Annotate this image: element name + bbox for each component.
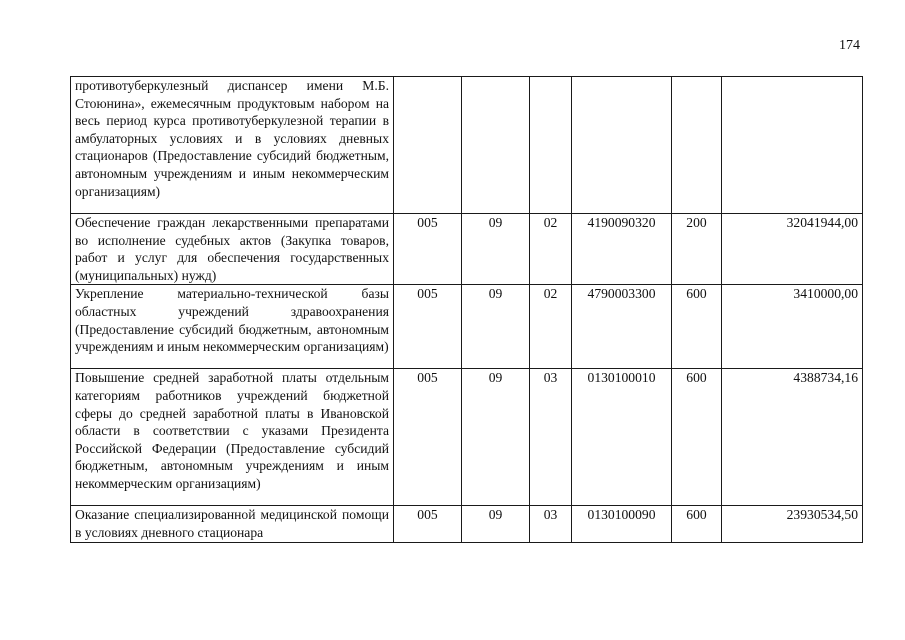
subsection-code-cell: 03 (530, 506, 572, 542)
subsection-code-cell: 03 (530, 369, 572, 506)
amount-cell: 23930534,50 (722, 506, 863, 542)
table-row (71, 369, 863, 506)
target-code-cell: 0130100090 (572, 506, 672, 542)
description-text: Оказание специализированной медицинской помощи в условиях дневного стационара (75, 507, 389, 540)
ministry-code-cell: 005 (394, 506, 462, 542)
section-code-cell (462, 77, 530, 214)
target-code-cell: 4790003300 (572, 285, 672, 369)
subsection-code-cell: 02 (530, 214, 572, 285)
ministry-code-cell: 005 (394, 369, 462, 506)
target-code-cell (572, 77, 672, 214)
description-text: Повышение средней заработной платы отдельным категориям работников учреждений бюджетной сферы до средней заработной платы в Ивановской области в соответствии с указами Президента Российской Федерации (Предоставление субсидий бюджетным, автономным учреждениям и иным некоммерческим организациям) (75, 370, 389, 491)
description-text: Обеспечение граждан лекарственными препаратами во исполнение судебных актов (Закупка товаров, работ и услуг для обеспечения государственных (муниципальных) нужд) (75, 215, 389, 283)
table-row (71, 77, 863, 214)
amount-cell: 4388734,16 (722, 369, 863, 506)
description-cell (71, 77, 394, 214)
budget-table (70, 76, 863, 543)
expense-type-cell: 600 (672, 285, 722, 369)
amount-cell (722, 77, 863, 214)
table-row (71, 285, 863, 369)
section-code-cell: 09 (462, 506, 530, 542)
section-code-cell: 09 (462, 369, 530, 506)
description-cell (71, 506, 394, 542)
amount-cell: 3410000,00 (722, 285, 863, 369)
expense-type-cell: 600 (672, 506, 722, 542)
description-text: противотуберкулезный диспансер имени М.Б. Стоюнина», ежемесячным продуктовым набором на весь период курса противотуберкулезной терапии в амбулаторных условиях и в условиях дневных стационаров (Предоставление субсидий бюджетным, автономным учреждениям и иным некоммерческим организациям) (75, 78, 389, 199)
description-cell (71, 369, 394, 506)
section-code-cell: 09 (462, 214, 530, 285)
target-code-cell: 4190090320 (572, 214, 672, 285)
amount-cell: 32041944,00 (722, 214, 863, 285)
subsection-code-cell: 02 (530, 285, 572, 369)
table-row (71, 214, 863, 285)
description-cell (71, 214, 394, 285)
section-code-cell: 09 (462, 285, 530, 369)
ministry-code-cell: 005 (394, 214, 462, 285)
description-cell (71, 285, 394, 369)
ministry-code-cell: 005 (394, 285, 462, 369)
table-row (71, 506, 863, 542)
description-text: Укрепление материально-технической базы областных учреждений здравоохранения (Предоставление субсидий бюджетным, автономным учреждениям и иным некоммерческим организациям) (75, 286, 389, 355)
ministry-code-cell (394, 77, 462, 214)
page-number: 174 (839, 38, 860, 53)
expense-type-cell: 200 (672, 214, 722, 285)
expense-type-cell (672, 77, 722, 214)
subsection-code-cell (530, 77, 572, 214)
expense-type-cell: 600 (672, 369, 722, 506)
target-code-cell: 0130100010 (572, 369, 672, 506)
